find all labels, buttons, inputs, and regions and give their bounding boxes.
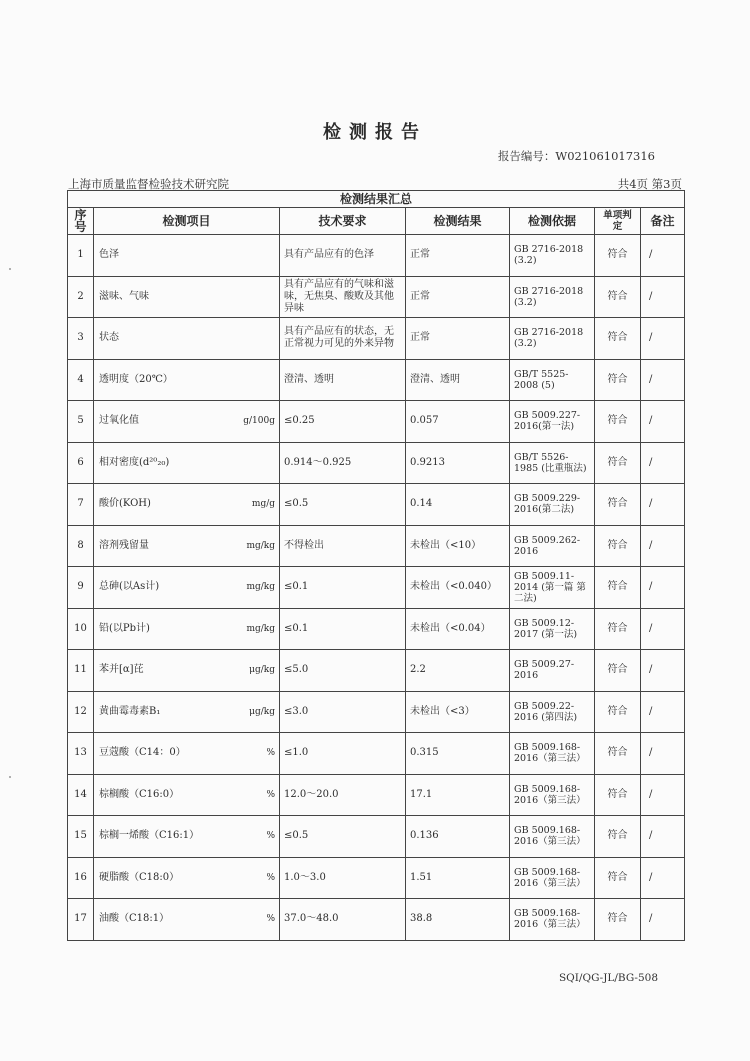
test-basis: GB/T 5525-2008 (5) (510, 359, 595, 401)
row-number: 7 (68, 484, 94, 526)
test-unit: % (266, 748, 275, 759)
verdict: 符合 (595, 650, 641, 692)
organization-name: 上海市质量监督检验技术研究院 (68, 177, 229, 191)
table-row (68, 442, 685, 484)
verdict: 符合 (595, 816, 641, 858)
test-item-cell (94, 608, 280, 650)
test-result: 未检出（<0.04） (406, 608, 510, 650)
row-number: 4 (68, 359, 94, 401)
row-number: 14 (68, 774, 94, 816)
remark: / (641, 318, 685, 360)
test-result: 0.057 (406, 401, 510, 443)
test-basis: GB 5009.262-2016 (510, 525, 595, 567)
results-table (67, 190, 685, 941)
col-header-remark: 备注 (641, 208, 685, 235)
test-unit: mg/kg (246, 623, 275, 634)
remark: / (641, 276, 685, 318)
verdict: 符合 (595, 318, 641, 360)
test-basis: GB 5009.168-2016（第三法） (510, 774, 595, 816)
document-code: SQI/QG-JL/BG-508 (558, 972, 658, 984)
test-item: 总砷(以As计) (99, 581, 160, 593)
test-result: 0.315 (406, 733, 510, 775)
remark: / (641, 442, 685, 484)
table-body (68, 235, 685, 941)
technical-requirement: 具有产品应有的色泽 (280, 235, 406, 277)
test-basis: GB 5009.168-2016（第三法） (510, 899, 595, 941)
test-item: 油酸（C18:1） (99, 913, 170, 925)
test-item: 苯并[α]芘 (99, 664, 144, 676)
verdict: 符合 (595, 857, 641, 899)
remark: / (641, 899, 685, 941)
test-item: 过氧化值 (99, 415, 139, 427)
test-basis: GB 5009.11-2014 (第一篇 第二法) (510, 567, 595, 609)
row-number: 17 (68, 899, 94, 941)
test-unit: μg/kg (249, 665, 275, 676)
test-basis: GB 5009.227-2016(第一法) (510, 401, 595, 443)
row-number: 1 (68, 235, 94, 277)
table-row (68, 608, 685, 650)
verdict: 符合 (595, 691, 641, 733)
test-basis: GB 5009.168-2016（第三法） (510, 816, 595, 858)
table-row (68, 525, 685, 567)
technical-requirement: ≤1.0 (280, 733, 406, 775)
test-item: 黄曲霉毒素B₁ (99, 705, 161, 717)
test-basis: GB 5009.22-2016 (第四法) (510, 691, 595, 733)
verdict: 符合 (595, 442, 641, 484)
test-item: 酸价(KOH) (99, 498, 151, 510)
test-item-cell (94, 484, 280, 526)
test-basis: GB 5009.229-2016(第二法) (510, 484, 595, 526)
test-item: 铅(以Pb计) (99, 622, 150, 634)
remark: / (641, 567, 685, 609)
table-row (68, 691, 685, 733)
test-result: 未检出（<0.040） (406, 567, 510, 609)
table-row (68, 650, 685, 692)
technical-requirement: 具有产品应有的状态，无正常视力可见的外来异物 (280, 318, 406, 360)
verdict: 符合 (595, 235, 641, 277)
test-basis: GB 5009.168-2016（第三法） (510, 733, 595, 775)
test-item-cell (94, 691, 280, 733)
test-unit: % (266, 789, 275, 800)
table-row (68, 567, 685, 609)
col-header-basis: 检测依据 (510, 208, 595, 235)
table-row (68, 401, 685, 443)
technical-requirement: ≤0.5 (280, 484, 406, 526)
report-title: 检测报告 (323, 122, 427, 143)
technical-requirement: 澄清、透明 (280, 359, 406, 401)
technical-requirement: 1.0～3.0 (280, 857, 406, 899)
test-unit: mg/kg (246, 582, 275, 593)
page-info: 共4页 第3页 (617, 177, 682, 191)
col-header-result: 检测结果 (406, 208, 510, 235)
technical-requirement: ≤3.0 (280, 691, 406, 733)
test-unit: % (266, 831, 275, 842)
test-item: 状态 (99, 332, 119, 344)
table-row (68, 235, 685, 277)
row-number: 8 (68, 525, 94, 567)
verdict: 符合 (595, 608, 641, 650)
technical-requirement: 0.914～0.925 (280, 442, 406, 484)
technical-requirement: 12.0～20.0 (280, 774, 406, 816)
table-row (68, 774, 685, 816)
test-item-cell (94, 442, 280, 484)
test-item-cell (94, 401, 280, 443)
test-result: 正常 (406, 276, 510, 318)
row-number: 9 (68, 567, 94, 609)
col-header-verdict: 单项判定 (595, 208, 641, 235)
test-basis: GB 2716-2018 (3.2) (510, 235, 595, 277)
remark: / (641, 401, 685, 443)
remark: / (641, 816, 685, 858)
row-number: 12 (68, 691, 94, 733)
technical-requirement: 具有产品应有的气味和滋味，无焦臭、酸败及其他异味 (280, 276, 406, 318)
table-row (68, 318, 685, 360)
test-basis: GB 2716-2018 (3.2) (510, 318, 595, 360)
verdict: 符合 (595, 484, 641, 526)
remark: / (641, 359, 685, 401)
test-result: 17.1 (406, 774, 510, 816)
row-number: 3 (68, 318, 94, 360)
test-item-cell (94, 318, 280, 360)
technical-requirement: ≤0.5 (280, 816, 406, 858)
test-basis: GB/T 5526-1985 (比重瓶法) (510, 442, 595, 484)
row-number: 5 (68, 401, 94, 443)
technical-requirement: ≤0.25 (280, 401, 406, 443)
scan-speck (9, 268, 11, 270)
test-item-cell (94, 857, 280, 899)
remark: / (641, 484, 685, 526)
report-number: 报告编号：W021061017316 (497, 149, 655, 163)
test-basis: GB 5009.27-2016 (510, 650, 595, 692)
test-unit: mg/kg (246, 540, 275, 551)
remark: / (641, 857, 685, 899)
test-item-cell (94, 525, 280, 567)
table-row (68, 899, 685, 941)
col-header-item: 检测项目 (94, 208, 280, 235)
test-result: 未检出（<3） (406, 691, 510, 733)
technical-requirement: 不得检出 (280, 525, 406, 567)
test-basis: GB 2716-2018 (3.2) (510, 276, 595, 318)
verdict: 符合 (595, 525, 641, 567)
row-number: 2 (68, 276, 94, 318)
test-item: 棕榈酸（C16:0） (99, 788, 180, 800)
test-result: 2.2 (406, 650, 510, 692)
technical-requirement: ≤5.0 (280, 650, 406, 692)
test-unit: % (266, 872, 275, 883)
test-unit: μg/kg (249, 706, 275, 717)
test-item: 硬脂酸（C18:0） (99, 871, 180, 883)
row-number: 10 (68, 608, 94, 650)
test-item-cell (94, 567, 280, 609)
test-result: 正常 (406, 235, 510, 277)
test-item-cell (94, 733, 280, 775)
test-result: 38.8 (406, 899, 510, 941)
section-title: 检测结果汇总 (68, 191, 685, 208)
technical-requirement: 37.0～48.0 (280, 899, 406, 941)
col-header-requirement: 技术要求 (280, 208, 406, 235)
row-number: 6 (68, 442, 94, 484)
table-row (68, 276, 685, 318)
technical-requirement: ≤0.1 (280, 608, 406, 650)
row-number: 13 (68, 733, 94, 775)
col-header-no: 序号 (68, 208, 94, 235)
remark: / (641, 774, 685, 816)
verdict: 符合 (595, 567, 641, 609)
row-number: 16 (68, 857, 94, 899)
remark: / (641, 608, 685, 650)
test-item: 溶剂残留量 (99, 539, 149, 551)
test-item: 棕榈一烯酸（C16:1） (99, 830, 200, 842)
remark: / (641, 733, 685, 775)
verdict: 符合 (595, 733, 641, 775)
test-item-cell (94, 899, 280, 941)
test-basis: GB 5009.168-2016（第三法） (510, 857, 595, 899)
test-item: 豆蔻酸（C14：0） (99, 747, 186, 759)
test-item-cell (94, 816, 280, 858)
test-basis: GB 5009.12-2017 (第一法) (510, 608, 595, 650)
table-row (68, 359, 685, 401)
test-item-cell (94, 650, 280, 692)
test-result: 0.14 (406, 484, 510, 526)
test-item-cell (94, 359, 280, 401)
test-item-cell (94, 774, 280, 816)
row-number: 11 (68, 650, 94, 692)
test-item-cell (94, 276, 280, 318)
test-result: 0.136 (406, 816, 510, 858)
remark: / (641, 691, 685, 733)
table-row (68, 733, 685, 775)
row-number: 15 (68, 816, 94, 858)
test-item: 透明度（20℃） (99, 373, 173, 385)
table-row (68, 484, 685, 526)
remark: / (641, 235, 685, 277)
verdict: 符合 (595, 401, 641, 443)
scan-speck (9, 776, 11, 778)
verdict: 符合 (595, 276, 641, 318)
remark: / (641, 650, 685, 692)
table-row (68, 857, 685, 899)
table-row (68, 816, 685, 858)
test-result: 1.51 (406, 857, 510, 899)
test-result: 澄清、透明 (406, 359, 510, 401)
results-table-container (67, 190, 684, 941)
remark: / (641, 525, 685, 567)
verdict: 符合 (595, 774, 641, 816)
test-unit: % (266, 914, 275, 925)
verdict: 符合 (595, 359, 641, 401)
test-item: 滋味、气味 (99, 290, 149, 302)
test-item-cell (94, 235, 280, 277)
test-result: 未检出（<10） (406, 525, 510, 567)
test-item: 相对密度(d²⁰₂₀) (99, 456, 170, 468)
test-result: 0.9213 (406, 442, 510, 484)
technical-requirement: ≤0.1 (280, 567, 406, 609)
verdict: 符合 (595, 899, 641, 941)
test-unit: mg/g (251, 499, 275, 510)
test-item: 色泽 (99, 249, 119, 261)
test-result: 正常 (406, 318, 510, 360)
test-unit: g/100g (243, 416, 275, 427)
